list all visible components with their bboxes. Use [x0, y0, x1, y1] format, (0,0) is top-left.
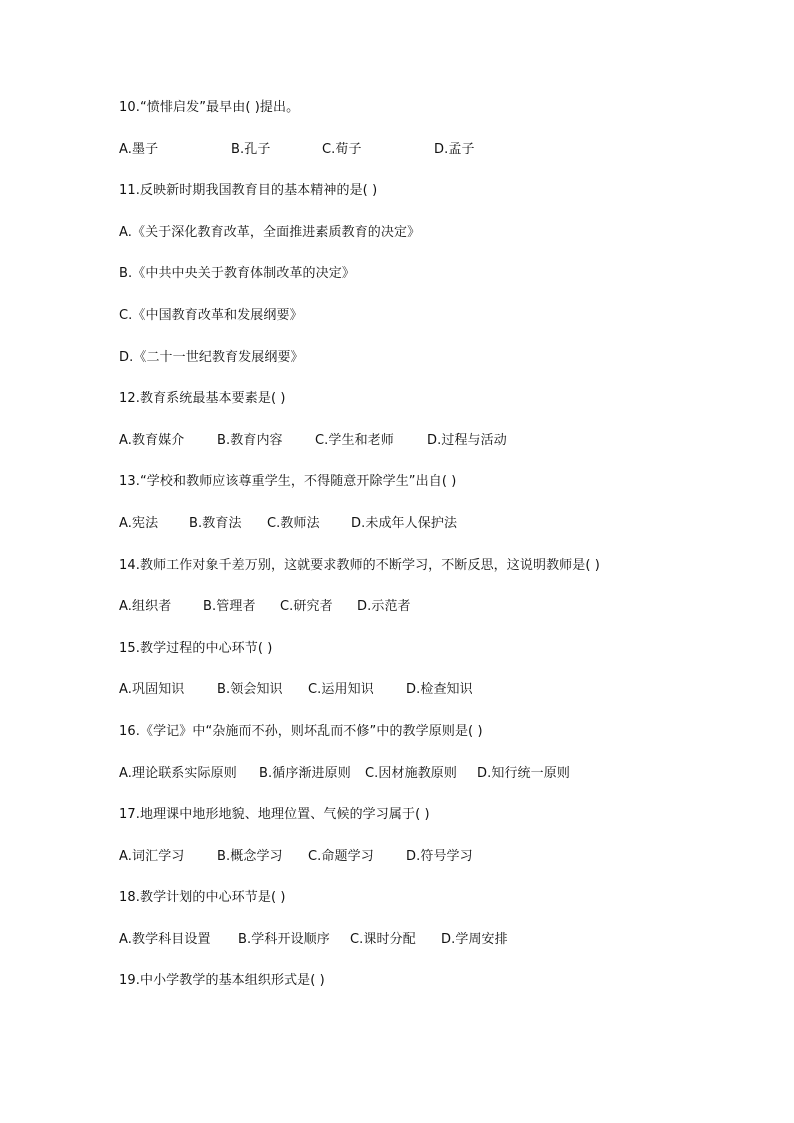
- question-stem: 14.教师工作对象千差万别，这就要求教师的不断学习，不断反思，这说明教师是( ): [119, 557, 600, 573]
- option-c: C.教师法: [267, 515, 320, 531]
- option-d: D.未成年人保护法: [351, 515, 458, 531]
- option-row: [119, 595, 739, 637]
- option-c: C.因材施教原则: [365, 765, 458, 781]
- option-c: C.学生和老师: [315, 432, 394, 448]
- option-c: C.荀子: [322, 141, 362, 157]
- option-c: C.研究者: [280, 599, 333, 615]
- option-b: B.学科开设顺序: [238, 931, 330, 947]
- question-stem: 15.教学过程的中心环节( ): [119, 640, 273, 656]
- option-a: A.组织者: [119, 599, 172, 615]
- option-a: A.教学科目设置: [119, 931, 211, 947]
- option-d: D.孟子: [434, 141, 475, 157]
- option-d: D.《二十一世纪教育发展纲要》: [119, 349, 304, 365]
- option-d: D.学周安排: [441, 931, 508, 947]
- option-row: [119, 138, 739, 180]
- option-c: C.运用知识: [308, 682, 374, 698]
- question-stem: 17.地理课中地形地貌、地理位置、气候的学习属于( ): [119, 807, 430, 823]
- option-b: B.循序渐进原则: [259, 765, 351, 781]
- option-b: B.孔子: [231, 141, 271, 157]
- option-b: B.领会知识: [217, 682, 283, 698]
- option-a: A.词汇学习: [119, 848, 185, 864]
- option-d: D.知行统一原则: [477, 765, 570, 781]
- option-d: D.检查知识: [406, 682, 473, 698]
- option-b: B.教育内容: [217, 432, 283, 448]
- option-c: C.课时分配: [350, 931, 416, 947]
- question-stem: 16.《学记》中“杂施而不孙，则坏乱而不修”中的教学原则是( ): [119, 723, 483, 739]
- option-c: C.《中国教育改革和发展纲要》: [119, 307, 303, 323]
- option-a: A.巩固知识: [119, 682, 185, 698]
- question-stem: 11.反映新时期我国教育目的基本精神的是( ): [119, 183, 378, 199]
- option-row: [119, 928, 739, 970]
- option-d: D.示范者: [357, 599, 411, 615]
- question-stem: 19.中小学教学的基本组织形式是( ): [119, 973, 325, 989]
- option-d: D.符号学习: [406, 848, 473, 864]
- option-a: A.《关于深化教育改革，全面推进素质教育的决定》: [119, 224, 421, 240]
- question-stem: 13.“学校和教师应该尊重学生，不得随意开除学生”出自( ): [119, 474, 457, 490]
- option-row: [119, 429, 739, 471]
- option-b: B.管理者: [203, 599, 256, 615]
- question-stem: 10.“愤悱启发”最早由( )提出。: [119, 100, 300, 115]
- option-row: [119, 678, 739, 720]
- question-stem: 12.教育系统最基本要素是( ): [119, 391, 286, 407]
- option-a: A.理论联系实际原则: [119, 765, 237, 781]
- option-a: A.教育媒介: [119, 432, 185, 448]
- question-stem: 18.教学计划的中心环节是( ): [119, 890, 286, 906]
- option-row: [119, 512, 739, 554]
- question-list: [119, 96, 739, 1011]
- option-b: B.概念学习: [217, 848, 283, 864]
- option-c: C.命题学习: [308, 848, 374, 864]
- option-b: B.《中共中央关于教育体制改革的决定》: [119, 266, 355, 282]
- option-a: A.宪法: [119, 515, 159, 531]
- option-b: B.教育法: [189, 515, 242, 531]
- option-a: A.墨子: [119, 141, 159, 157]
- option-d: D.过程与活动: [427, 432, 507, 448]
- option-row: [119, 845, 739, 887]
- option-row: [119, 762, 739, 804]
